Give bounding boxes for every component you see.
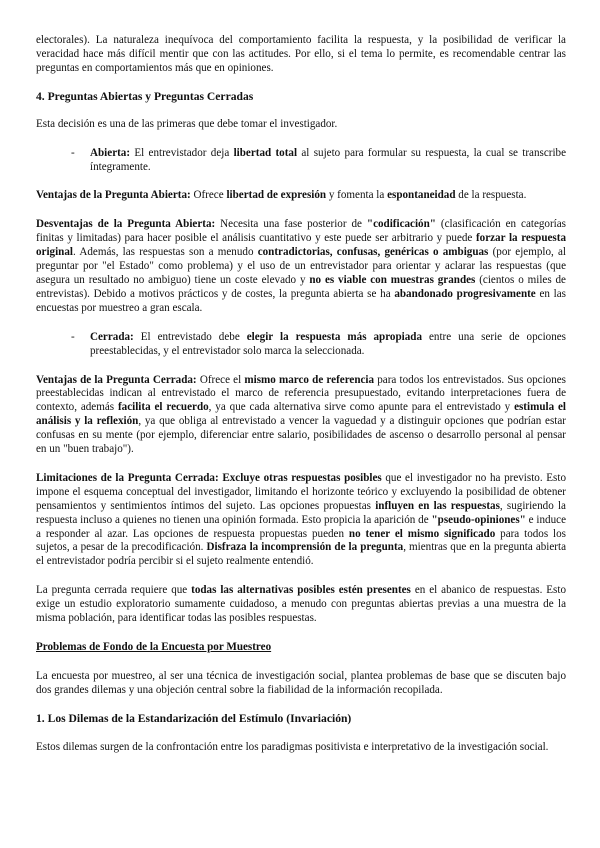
bold-run: no tener el mismo significado [348, 527, 496, 540]
bullet-cerrada-text [90, 331, 566, 359]
bold-run: influyen en las respuestas [375, 499, 500, 512]
text-run: y fomenta la [326, 189, 388, 202]
text-run: al sujeto para formular su respuesta, la cual se transcribe íntegramente. [90, 146, 567, 173]
problemas-heading: Problemas de Fondo de la Encuesta por Muestreo [36, 641, 272, 653]
text-run: , mientras que en la pregunta abierta el entrevistador podría percibir si el sujeto realmente entendió. [36, 541, 566, 568]
dilemas-heading: 1. Los Dilemas de la Estandarización del Estímulo (Invariación) [36, 711, 352, 725]
text-run: (por ejemplo, al preguntar por "el Estado" como problema) y el uso de un entrevistador para orientar y aclarar las respuestas (que asegura un resultado no ambiguo) tiene un coste elevado y [36, 246, 566, 286]
bold-run: libertad total [233, 146, 298, 159]
encuesta-paragraph [36, 670, 566, 698]
bullet-dash: - [71, 330, 75, 343]
intro-paragraph [36, 34, 566, 76]
bold-run: todas las alternativas posibles estén presentes [191, 584, 411, 597]
bold-run: facilita el recuerdo [117, 401, 209, 414]
text-run: Estos dilemas surgen de la confrontación entre los paradigmas positivista e interpretativo de la investigación social. [36, 740, 549, 753]
text-run: , ya que obliga al entrevistado a vencer la vaguedad y a distinguir opciones que podrían estar confusas en su mente (por ejemplo, diferenciar entre salario, posibilidades de ascenso o desarrollo personal al pensar en un "buen trabajo"). [36, 415, 566, 456]
bold-run: no es viable con muestras grandes [309, 273, 476, 286]
bold-run: Ventajas de la Pregunta Abierta: [36, 189, 191, 202]
bullet-dash: - [71, 146, 75, 159]
bullet-abierta-text [90, 147, 566, 175]
dilemas-paragraph [36, 741, 566, 755]
bold-run: Ventajas de la Pregunta Cerrada: [36, 373, 197, 386]
ventajas-cerrada-paragraph [36, 374, 566, 457]
text-run: La encuesta por muestreo, al ser una técnica de investigación social, plantea problemas de base que se discuten bajo dos grandes dilemas y una objeción central sobre la fiabilidad de la información recopilada. [36, 669, 566, 696]
text-run: para todos los sujetos, a pesar de la precodificación. [36, 527, 567, 554]
bold-run: "codificación" [366, 218, 436, 231]
requiere-paragraph [36, 584, 566, 626]
bold-run: contradictorias, confusas, genéricas o ambiguas [257, 246, 489, 259]
bold-run: libertad de expresión [226, 189, 327, 202]
limitaciones-cerrada-paragraph [36, 472, 566, 569]
bold-run: abandonado progresivamente [394, 287, 536, 300]
text-run: que el investigador no ha previsto. Esto impone el esquema conceptual del investigador, limitando el horizonte teórico y excluyendo la posibilidad de obtener pensamientos y sentimientos íntimos del sujeto. Las opciones propuestas [36, 471, 566, 512]
text-run: El entrevistador deja [130, 146, 234, 159]
text-run: para todos los entrevistados. Sus opciones preestablecidas indican al entrevistado el marco de referencia presupuestado, evitando interpretaciones fuera de contexto, además [36, 373, 567, 414]
bullet-cerrada [36, 331, 566, 359]
text-run: entre una serie de opciones preestablecidas, y el entrevistador solo marca la seleccionada. [90, 330, 566, 357]
text-run: , ya que cada alternativa sirve como apunte para el entrevistado y [208, 401, 515, 414]
text-run: en las encuestas por muestreo a gran escala. [36, 287, 566, 314]
text-run: , sugiriendo la respuesta incluso a quienes no tienen una opinión formada. Esto propicia la aparición de [36, 499, 566, 526]
bold-run: "pseudo-opiniones" [431, 513, 526, 526]
bold-run: Cerrada: [90, 330, 134, 343]
ventajas-abierta-paragraph [36, 189, 566, 203]
bold-run: Abierta: [90, 146, 131, 159]
bold-run: espontaneidad [387, 189, 456, 202]
text-run: (clasificación en categorías finitas y limitadas) para hacer posible el análisis cuantitativo y este puede ser arbitrario y puede [36, 218, 566, 245]
text-run: (cientos o miles de entrevistas). Debido a motivos prácticos y de costes, la pregunta abierta se ha [36, 273, 566, 300]
bold-run: mismo marco de referencia [244, 373, 375, 386]
bold-run: Excluye otras respuestas posibles [222, 471, 382, 484]
text-run: Necesita una fase posterior de [215, 218, 367, 231]
bold-run: elegir la respuesta más apropiada [246, 330, 422, 343]
text-run: Ofrece [190, 189, 227, 202]
text-run: Ofrece el [196, 373, 245, 386]
section-heading-4: 4. Preguntas Abiertas y Preguntas Cerradas [36, 89, 254, 103]
text-run: electorales). La naturaleza inequívoca del comportamiento facilita la respuesta, y la posibilidad de verificar la veracidad hace más difícil mentir que con las actitudes. Por ello, si el tema lo permite, es recomendable centrar las preguntas en comportamientos más que en opiniones. [36, 34, 566, 74]
bullet-abierta [36, 147, 566, 175]
bold-run: Limitaciones de la Pregunta Cerrada: [36, 471, 219, 484]
document-page [36, 34, 566, 755]
decision-paragraph [36, 118, 566, 132]
text-run: Esta decisión es una de las primeras que debe tomar el investigador. [36, 117, 338, 130]
bold-run: forzar la respuesta original [36, 232, 566, 259]
text-run: e induce a responder al azar. Las opciones de respuesta propuestas pueden [36, 513, 566, 540]
text-run: . Además, las respuestas son a menudo [72, 246, 258, 259]
desventajas-abierta-paragraph [36, 218, 566, 315]
bold-run: Disfraza la incomprensión de la pregunta [206, 541, 404, 554]
text-run: de la respuesta. [455, 189, 527, 202]
text-run: La pregunta cerrada requiere que [36, 584, 192, 597]
text-run: El entrevistado debe [133, 330, 247, 343]
bold-run: Desventajas de la Pregunta Abierta: [36, 218, 216, 231]
text-run: en el abanico de respuestas. Esto exige un estudio exploratorio sumamente cuidadoso, a menudo con preguntas abiertas previas a una muestra de la misma población, para identificar todas las posibles respuestas. [36, 584, 566, 625]
bold-run: estimula el análisis y la reflexión [36, 401, 566, 428]
